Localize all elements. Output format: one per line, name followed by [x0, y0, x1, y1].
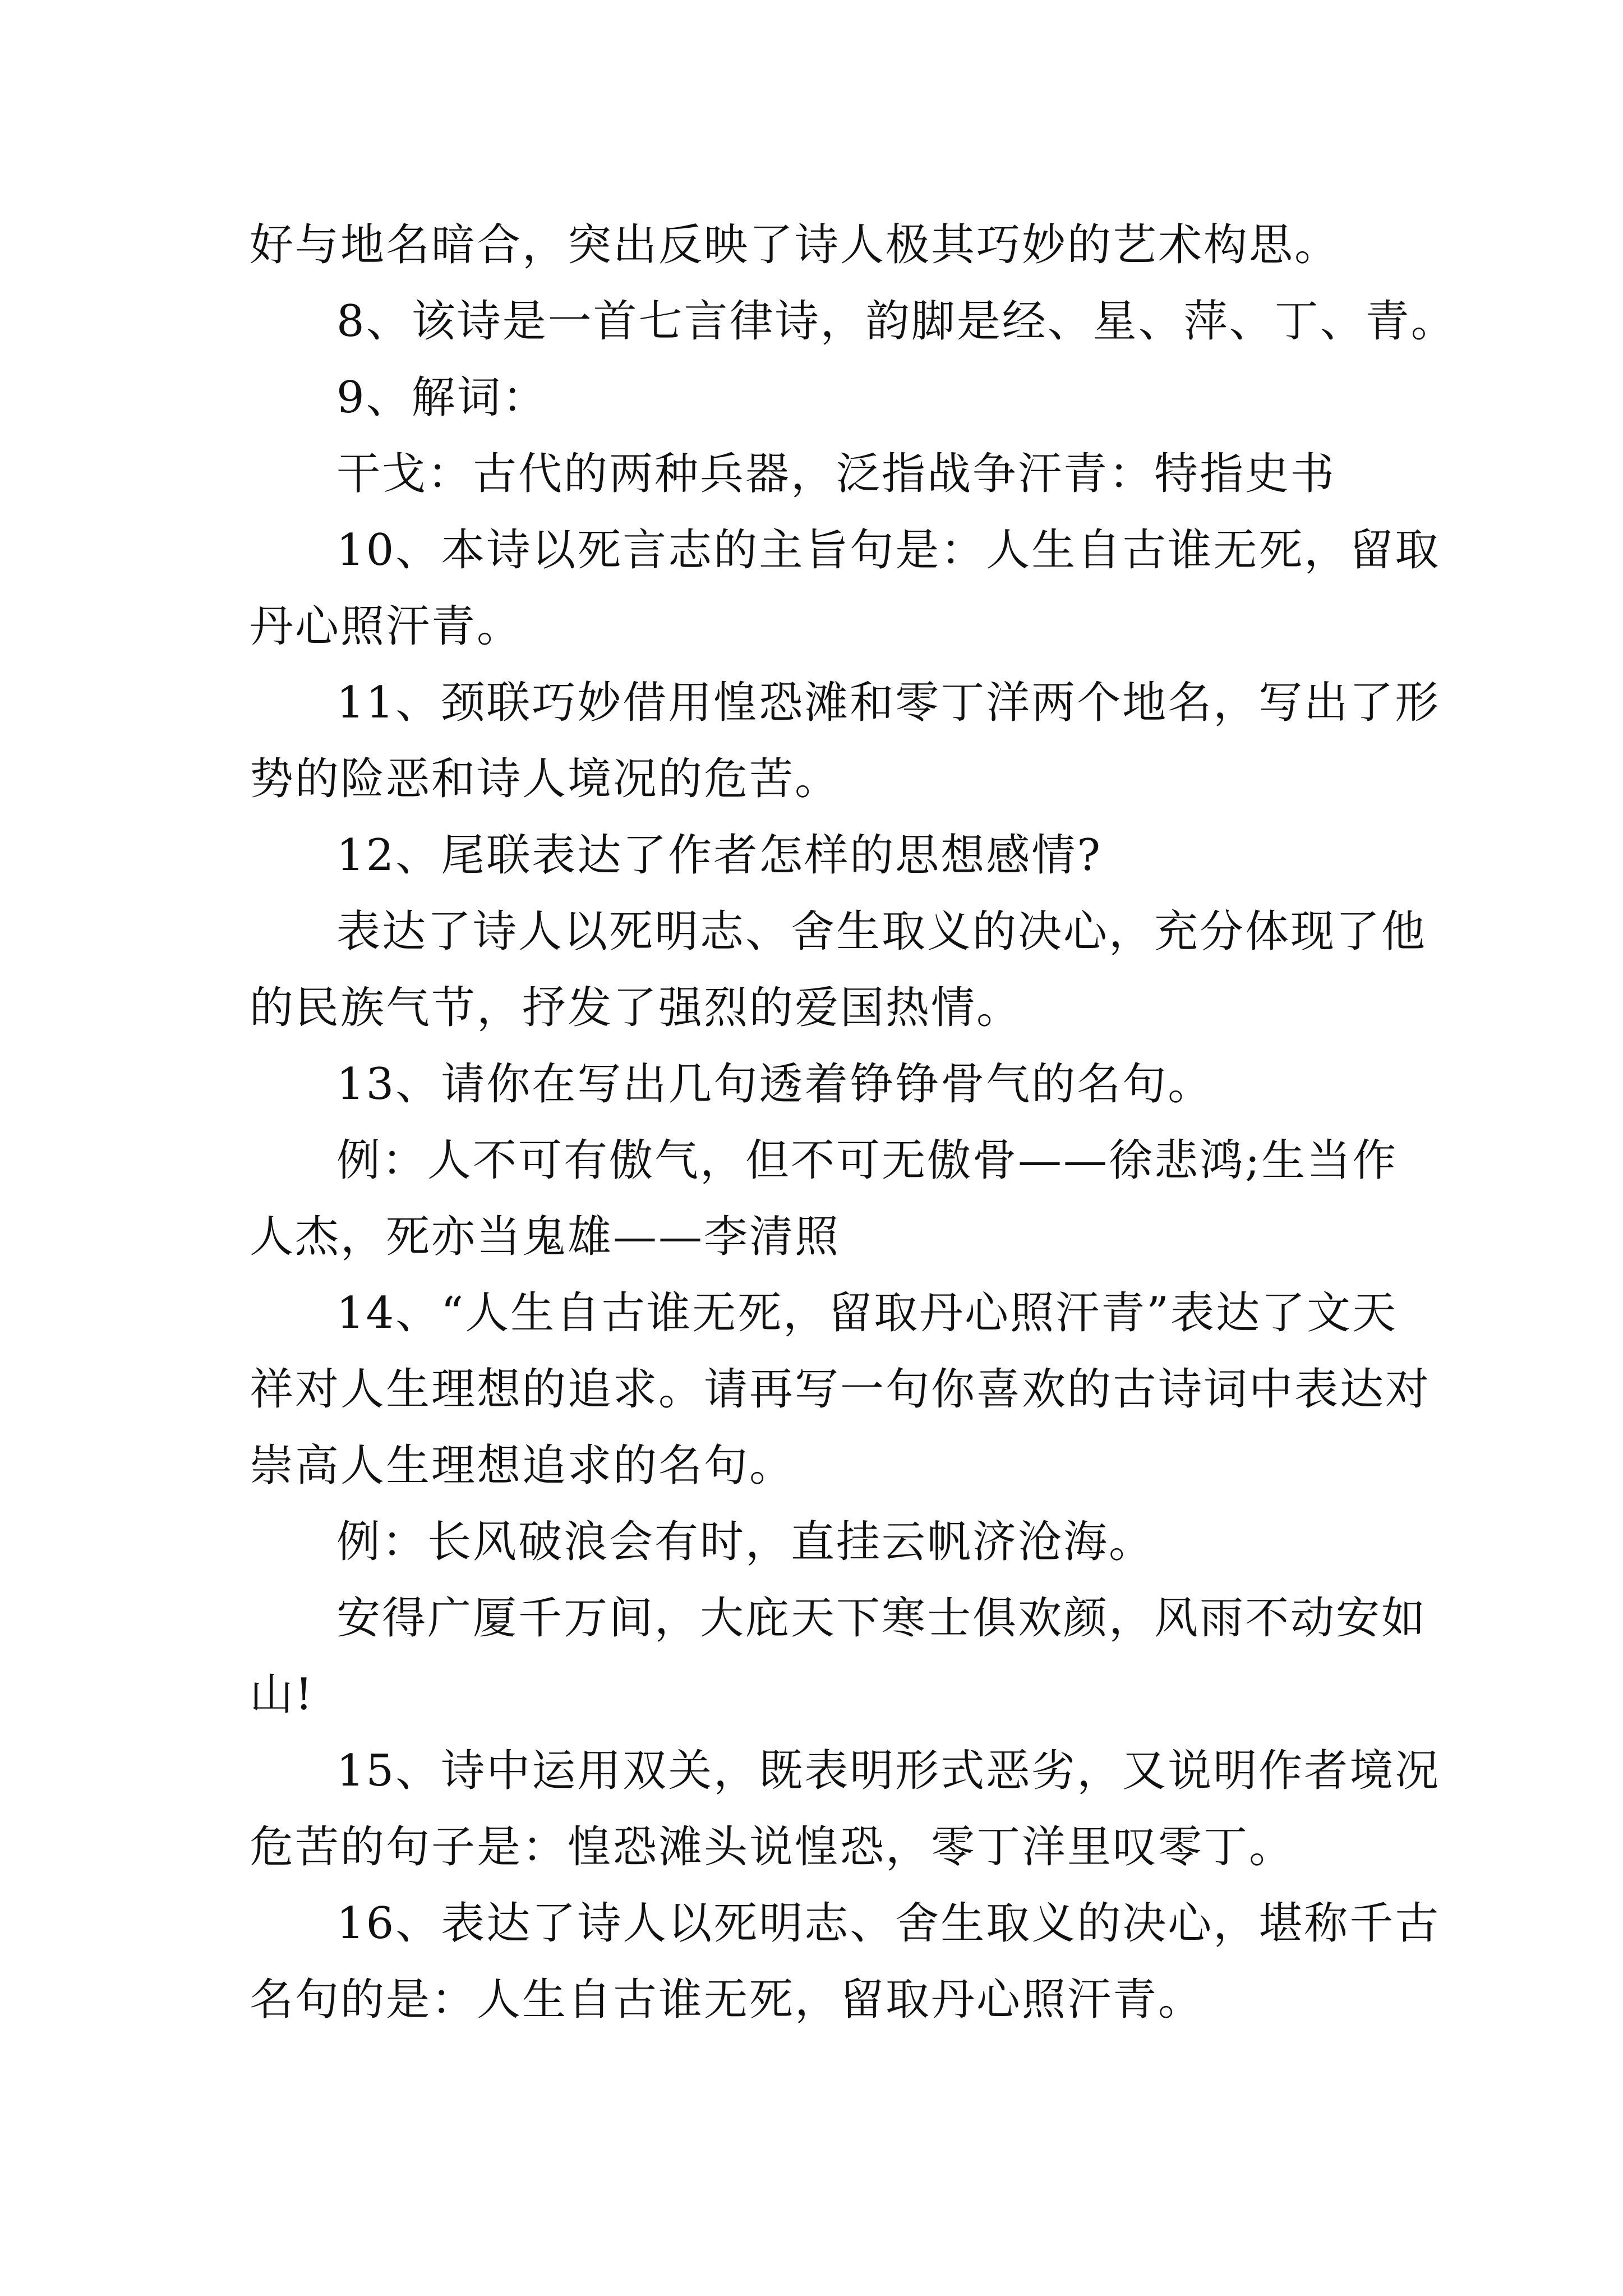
text-line: 15、诗中运用双关，既表明形式恶劣，又说明作者境况 — [336, 1746, 1441, 1796]
text-line: 干戈：古代的两种兵器，泛指战争汗青：特指史书 — [336, 449, 1336, 499]
text-line: 安得广厦千万间，大庇天下寒士俱欢颜，风雨不动安如 — [336, 1593, 1427, 1644]
text-line: 12、尾联表达了作者怎样的思想感情? — [336, 830, 1103, 881]
text-line: 16、表达了诗人以死明志、舍生取义的决心，堪称千古 — [336, 1898, 1441, 1949]
text-line: 14、“人生自古谁无死，留取丹心照汗青”表达了文天 — [336, 1288, 1398, 1338]
text-line: 表达了诗人以死明志、舍生取义的决心，充分体现了他 — [336, 907, 1427, 957]
text-line: 11、颈联巧妙借用惶恐滩和零丁洋两个地名，写出了形 — [336, 678, 1441, 728]
text-line: 名句的是：人生自古谁无死，留取丹心照汗青。 — [250, 1975, 1204, 2025]
text-line: 危苦的句子是：惶恐滩头说惶恐，零丁洋里叹零丁。 — [250, 1822, 1295, 1872]
text-line: 丹心照汗青。 — [250, 601, 523, 652]
text-line: 人杰，死亦当鬼雄——李清照 — [250, 1212, 841, 1262]
text-line: 例：人不可有傲气，但不可无傲骨——徐悲鸿;生当作 — [336, 1135, 1398, 1186]
text-line: 8、该诗是一首七言律诗，韵脚是经、星、萍、丁、青。 — [336, 296, 1456, 347]
text-line: 13、请你在写出几句透着铮铮骨气的名句。 — [336, 1059, 1214, 1110]
text-line: 好与地名暗合，突出反映了诗人极其巧妙的艺术构思。 — [250, 220, 1340, 270]
text-line: 例：长风破浪会有时，直挂云帆济沧海。 — [336, 1517, 1155, 1567]
text-line: 祥对人生理想的追求。请再写一句你喜欢的古诗词中表达对 — [250, 1364, 1431, 1415]
text-line: 崇高人生理想追求的名句。 — [250, 1441, 795, 1491]
text-line: 势的险恶和诗人境况的危苦。 — [250, 754, 841, 804]
text-line: 10、本诗以死言志的主旨句是：人生自古谁无死，留取 — [336, 525, 1441, 576]
text-line: 的民族气节，抒发了强烈的爱国热情。 — [250, 983, 1022, 1033]
text-line: 山! — [250, 1669, 315, 1720]
text-line: 9、解词： — [336, 372, 548, 423]
